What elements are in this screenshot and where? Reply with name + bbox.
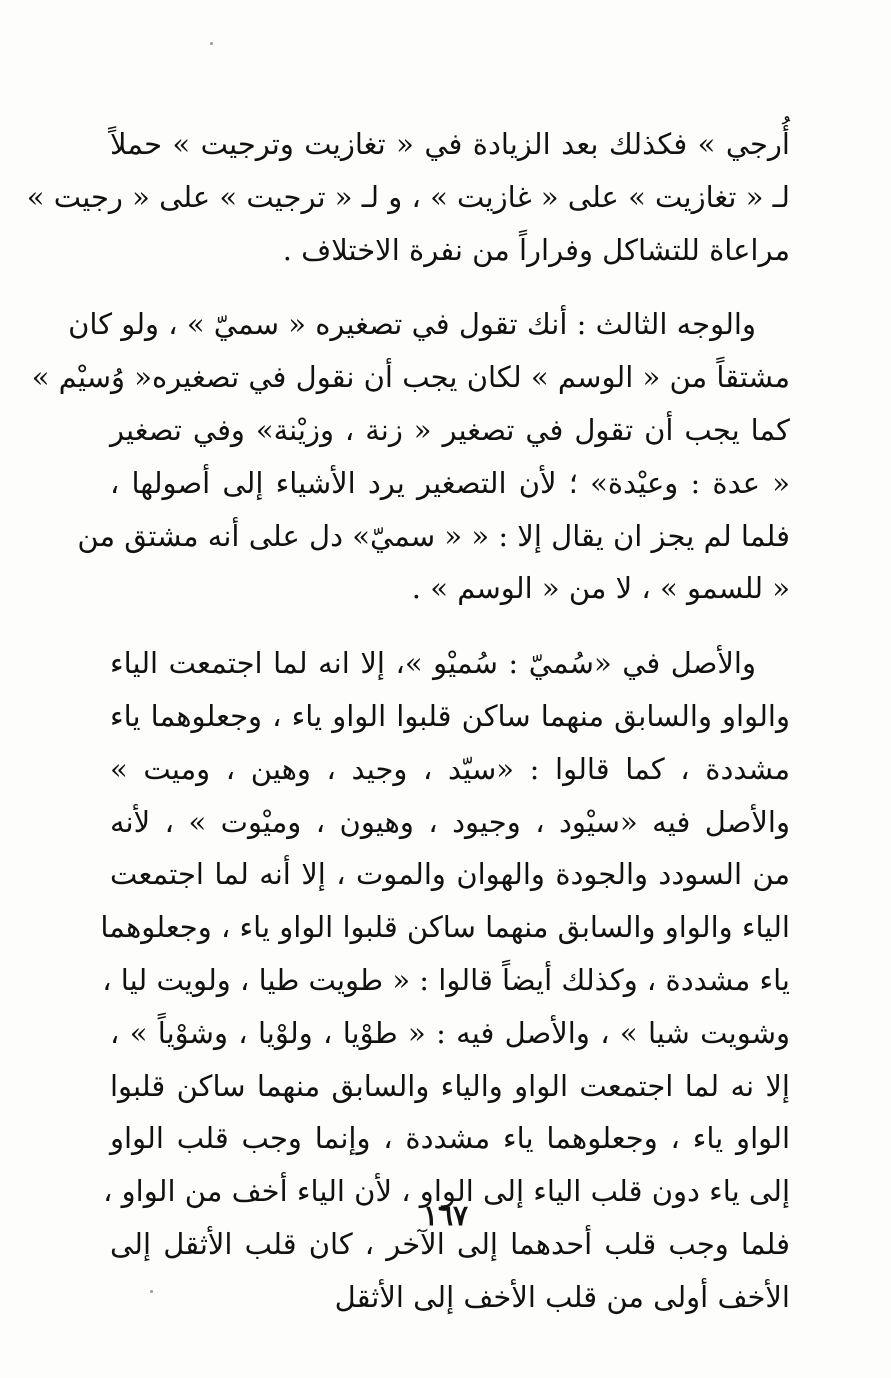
text-line: كما يجب أن تقول في تصغير « زنة ، وزيْنة» وفي تصغير: [110, 412, 790, 447]
text-line: من السودد والجودة والهوان والموت ، إلا أنه لما اجتمعت: [110, 857, 790, 892]
paper-speck: [210, 42, 213, 45]
text-line: أُرجي » فكذلك بعد الزيادة في « تغازيت وترجيت » حملاً: [110, 127, 790, 161]
text-line: فلما وجب قلب أحدهما إلى الآخر ، كان قلب الأثقل إلى: [110, 1226, 790, 1261]
text-line: مشتقاً من « الوسم » لكان يجب أن نقول في تصغيره« وُسيْم »: [31, 360, 790, 395]
paragraph-gap: [110, 615, 790, 637]
text-line: مشددة ، كما قالوا : «سيّد ، وجيد ، وهين ، وميت »: [110, 751, 790, 786]
text-line: ياء مشددة ، وكذلك أيضاً قالوا : « طويت طيا ، ولويت ليا ،: [102, 962, 790, 997]
text-line: والوجه الثالث : أنك تقول في تصغيره « سميّ » ، ولو كان: [68, 307, 756, 342]
paragraph-1: [26, 118, 790, 276]
body-text: [26, 118, 790, 1324]
text-line: « عدة : وعيْدة» ؛ لأن التصغير يرد الأشياء إلى أصولها ،: [110, 465, 790, 500]
text-line: الأخف أولى من قلب الأخف إلى الأثقل: [334, 1279, 790, 1314]
text-line: وشويت شيا » ، والأصل فيه : « طوْيا ، ولوْيا ، وشوْياً » ،: [110, 1015, 790, 1050]
paragraph-gap: [110, 276, 790, 298]
text-line: إلا نه لما اجتمعت الواو والياء والسابق منهما ساكن قلبوا: [110, 1068, 790, 1103]
text-line: لـ « تغازيت » على « غازيت » ، و لـ « ترجيت » على « رجيت »: [26, 179, 790, 214]
page-number: ١٦٧: [422, 1199, 469, 1232]
text-line: « للسمو » ، لا من « الوسم » .: [411, 571, 790, 606]
paragraph-2: [31, 298, 790, 615]
text-line: الواو ياء ، وجعلوهما ياء مشددة ، وإنما وجب قلب الواو: [110, 1121, 790, 1156]
text-line: مراعاة للتشاكل وفراراً من نفرة الاختلاف .: [282, 232, 790, 267]
text-line: والواو والسابق منهما ساكن قلبوا الواو ياء ، وجعلوهما ياء: [110, 698, 790, 733]
text-line: والأصل فيه «سيْود ، وجيود ، وهيون ، وميْوت » ، لأنه: [110, 804, 790, 839]
text-line: إلى ياء دون قلب الياء إلى الواو ، لأن الياء أخف من الواو ،: [103, 1174, 790, 1209]
text-line: الياء والواو والسابق منهما ساكن قلبوا الواو ياء ، وجعلوهما: [100, 910, 790, 945]
text-line: فلما لم يجز ان يقال إلا : « « سميّ» دل على أنه مشتق من: [77, 518, 790, 553]
text-line: والأصل في «سُميّ : سُميْو »، إلا انه لما اجتمعت الياء: [110, 646, 756, 681]
